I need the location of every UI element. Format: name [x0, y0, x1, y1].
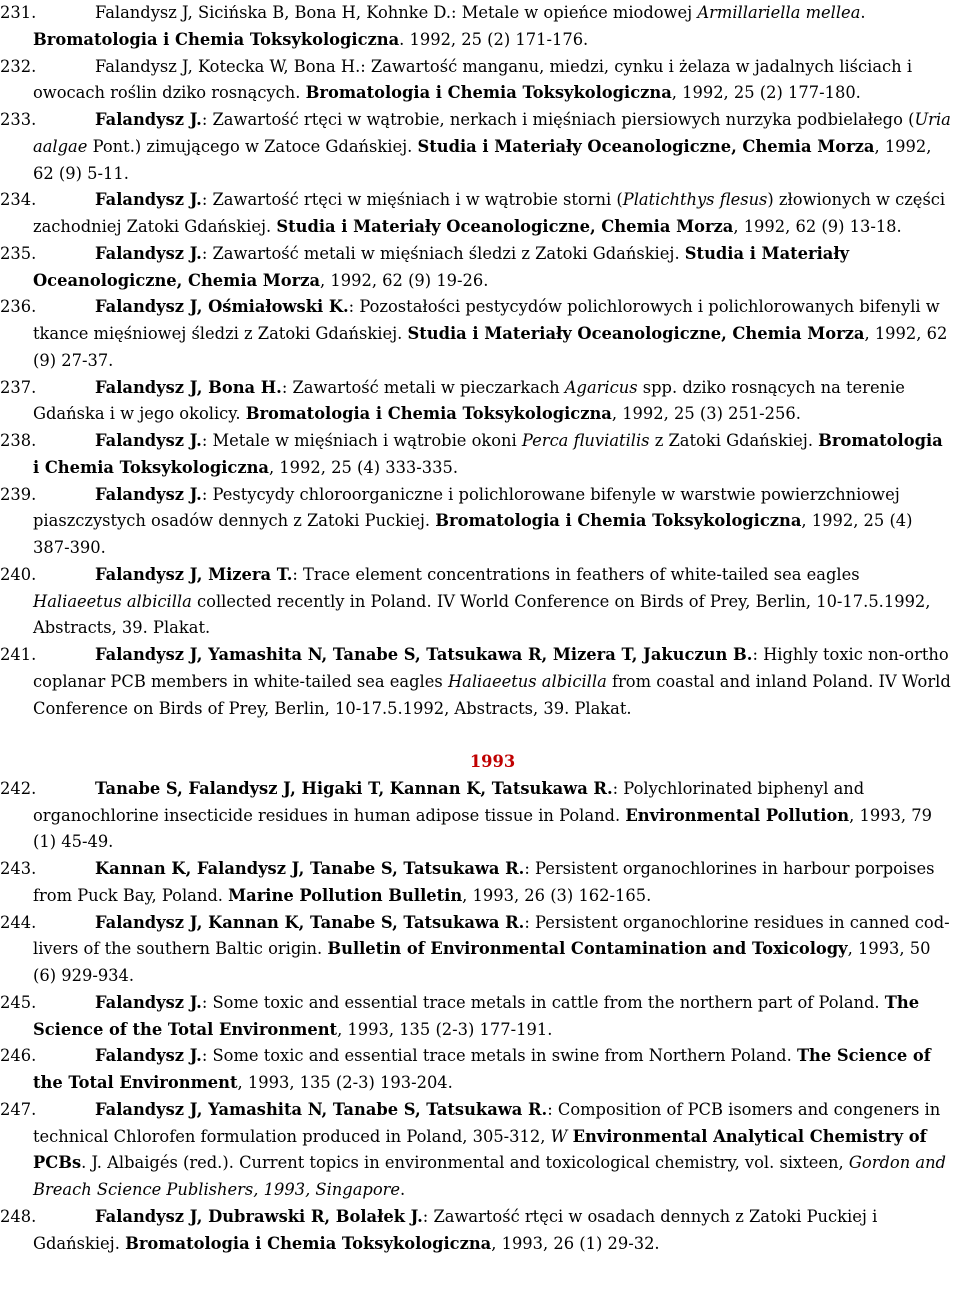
reference-text-segment: Falandysz J, Bona H. [95, 377, 282, 397]
reference-text-segment: Bromatologia i Chemia Toksykologiczna [435, 511, 802, 531]
reference-text-segment: The Science of the Total Environment [33, 992, 920, 1039]
reference-item [0, 1097, 952, 1204]
reference-text-segment: , 1992, 25 (4) 333-335. [268, 457, 459, 477]
reference-text-segment: Kannan K, Falandysz J, Tanabe S, Tatsukawa R. [95, 859, 525, 878]
reference-number: 239. [0, 484, 37, 504]
reference-text-segment: , 1992, 25 (3) 251-256. [611, 404, 801, 424]
reference-text-segment: , 1993, 26 (1) 29-32. [491, 1233, 660, 1253]
reference-item [0, 1043, 952, 1097]
reference-text-segment: Studia i Materiały Oceanologiczne, Chemia Morza [276, 217, 734, 236]
reference-text-segment: : Some toxic and essential trace metals in cattle from the northern part of Poland. [201, 992, 885, 1012]
reference-text-segment: Falandysz J, Yamashita N, Tanabe S, Tatsukawa R, Mizera T, Jakuczun B. [95, 645, 753, 664]
reference-item [0, 294, 952, 374]
reference-text-segment: Falandysz J, Kotecka W, Bona H.: Zawartość manganu, miedzi, cynku i żelaza w jadalnych liściach i owocach roślin dziko rosnących. [33, 56, 913, 103]
reference-text-segment: Falandysz J. [95, 190, 202, 210]
reference-text-segment: z Zatoki Gdańskiej. [649, 431, 819, 450]
reference-text-segment: Environmental Analytical Chemistry of PCBs [33, 1126, 927, 1173]
reference-text-segment: , 1992, 62 (9) 19-26. [320, 270, 489, 290]
reference-text-segment: Falandysz J. [95, 992, 202, 1012]
reference-item [0, 1204, 952, 1258]
reference-text-segment: : Composition of PCB isomers and congeners in technical Chlorofen formulation produced in Poland, 305-312, [33, 1099, 941, 1146]
reference-text-segment: : Some toxic and essential trace metals in swine from Northern Poland. [201, 1046, 797, 1066]
reference-text-segment: Gordon and Breach Science Publishers, 1993, Singapore [33, 1153, 946, 1199]
reference-text-segment: Falandysz J, Kannan K, Tanabe S, Tatsukawa R. [95, 912, 525, 932]
reference-item [0, 562, 952, 642]
reference-item [0, 0, 952, 54]
reference-text-segment: collected recently in Poland. IV World Conference on Birds of Prey, Berlin, 10-17.5.1992, Abstracts, 39. Plakat. [33, 591, 931, 638]
reference-text-segment: : Persistent organochlorine residues in canned cod-livers of the southern Baltic origin. [33, 912, 950, 959]
reference-text-segment: Falandysz J. [95, 431, 202, 450]
reference-number: 237. [0, 377, 37, 397]
reference-text-segment: , 1993, 135 (2-3) 177-191. [337, 1019, 553, 1039]
reference-item [0, 910, 952, 990]
reference-text-segment: : Polychlorinated biphenyl and organochlorine insecticide residues in human adipose tissue in Poland. [33, 778, 865, 825]
reference-item [0, 776, 952, 856]
reference-number: 232. [0, 56, 37, 76]
reference-text-segment: , 1993, 26 (3) 162-165. [462, 885, 652, 905]
reference-text-segment: , 1993, 79 (1) 45-49. [33, 805, 932, 852]
reference-text-segment: : Zawartość rtęci w wątrobie, nerkach i mięśniach piersiowych nurzyka podbielałego ( [201, 110, 915, 129]
reference-list-1993 [0, 776, 952, 1258]
reference-text-segment: Perca fluviatilis [521, 431, 650, 450]
reference-item [0, 107, 952, 187]
reference-number: 234. [0, 190, 37, 210]
reference-text-segment: Bromatologia i Chemia Toksykologiczna [125, 1233, 492, 1253]
reference-text-segment: Falandysz J. [95, 484, 202, 504]
reference-text-segment: : Zawartość rtęci w osadach dennych z Zatoki Puckiej i Gdańskiej. [33, 1206, 878, 1253]
reference-text-segment: . J. Albaigés (red.). Current topics in environmental and toxicological chemistry, vol. sixteen, [81, 1153, 849, 1173]
reference-text-segment: spp. dziko rosnących na terenie Gdańska i w jego okolicy. [33, 377, 905, 424]
reference-number: 247. [0, 1099, 37, 1119]
reference-text-segment: , 1993, 135 (2-3) 193-204. [237, 1073, 453, 1092]
reference-text-segment: Haliaeetus albicilla [33, 591, 192, 611]
reference-item [0, 856, 952, 910]
reference-text-segment: Bromatologia i Chemia Toksykologiczna [305, 83, 672, 103]
reference-text-segment: Agaricus [564, 377, 638, 397]
reference-item [0, 54, 952, 108]
reference-item [0, 642, 952, 722]
reference-text-segment: , 1992, 25 (4) 387-390. [33, 511, 913, 557]
reference-number: 236. [0, 297, 37, 317]
reference-text-segment: Bulletin of Environmental Contamination and Toxicology [327, 939, 848, 959]
reference-number: 238. [0, 431, 37, 450]
reference-number: 246. [0, 1046, 37, 1066]
reference-text-segment: , 1992, 62 (9) 27-37. [33, 324, 948, 370]
reference-text-segment: , 1992, 62 (9) 5-11. [33, 136, 932, 183]
reference-text-segment: . [400, 1180, 406, 1199]
reference-number: 241. [0, 645, 37, 664]
reference-text-segment: : Pestycydy chloroorganiczne i polichlorowane bifenyle w warstwie powierzchniowej piaszczystych osadów dennych z Zatoki Puckiej. [33, 484, 900, 531]
reference-text-segment: Haliaeetus albicilla [447, 671, 607, 691]
reference-number: 244. [0, 912, 37, 932]
reference-number: 231. [0, 3, 37, 22]
reference-text-segment: Studia i Materiały Oceanologiczne, Chemia Morza [33, 243, 850, 290]
reference-text-segment: Falandysz J. [95, 243, 202, 263]
reference-item [0, 375, 952, 429]
reference-text-segment: , 1993, 50 (6) 929-934. [33, 939, 931, 985]
reference-text-segment: Pont.) zimującego w Zatoce Gdańskiej. [87, 136, 418, 156]
reference-text-segment: Bromatologia i Chemia Toksykologiczna [33, 29, 400, 49]
reference-text-segment: Falandysz J. [95, 110, 202, 129]
reference-text-segment: Falandysz J, Mizera T. [95, 564, 293, 584]
reference-text-segment: Armillariella mellea [697, 3, 861, 22]
reference-text-segment: W [550, 1126, 568, 1146]
reference-number: 248. [0, 1206, 37, 1226]
reference-text-segment: Studia i Materiały Oceanologiczne, Chemia Morza [407, 324, 865, 343]
reference-text-segment: Bromatologia i Chemia Toksykologiczna [33, 431, 943, 477]
reference-item [0, 990, 952, 1044]
reference-text-segment: , 1992, 25 (2) 177-180. [671, 83, 861, 103]
reference-text-segment: Studia i Materiały Oceanologiczne, Chemia Morza [417, 136, 875, 156]
reference-text-segment: Tanabe S, Falandysz J, Higaki T, Kannan K, Tatsukawa R. [95, 778, 613, 798]
reference-text-segment: Falandysz J, Yamashita N, Tanabe S, Tatsukawa R. [95, 1099, 548, 1119]
reference-number: 243. [0, 859, 37, 878]
reference-text-segment: : Trace element concentrations in feathers of white-tailed sea eagles [292, 564, 860, 584]
reference-text-segment: : Persistent organochlorines in harbour porpoises from Puck Bay, Poland. [33, 859, 935, 905]
reference-number: 233. [0, 110, 37, 129]
reference-text-segment: Falandysz J, Sicińska B, Bona H, Kohnke D.: Metale w opieńce miodowej [95, 3, 698, 22]
reference-text-segment: from coastal and inland Poland. IV World Conference on Birds of Prey, Berlin, 10-17.5.1992, Abstracts, 39. Plakat. [33, 671, 951, 718]
reference-text-segment: . 1992, 25 (2) 171-176. [399, 29, 589, 49]
reference-text-segment: Falandysz J. [95, 1046, 202, 1066]
reference-text-segment: : Metale w mięśniach i wątrobie okoni [201, 431, 522, 450]
year-heading: 1993 [469, 752, 516, 771]
reference-item [0, 482, 952, 562]
reference-text-segment: : Pozostałości pestycydów polichlorowych i polichlorowanych bifenyli w tkance mięśniowej śledzi z Zatoki Gdańskiej. [33, 297, 940, 343]
reference-text-segment: Environmental Pollution [625, 805, 850, 825]
reference-text-segment: The Science of the Total Environment [33, 1046, 931, 1092]
reference-text-segment: Marine Pollution Bulletin [228, 885, 463, 905]
reference-text-segment: Uria aalgae [33, 110, 951, 156]
reference-text-segment: , 1992, 62 (9) 13-18. [733, 217, 902, 236]
reference-number: 242. [0, 778, 37, 798]
reference-number: 240. [0, 564, 37, 584]
reference-text-segment: ) złowionych w części zachodniej Zatoki Gdańskiej. [33, 190, 946, 236]
reference-text-segment: Bromatologia i Chemia Toksykologiczna [245, 404, 612, 424]
reference-text-segment: . [860, 3, 866, 22]
reference-number: 235. [0, 243, 37, 263]
reference-text-segment: Falandysz J, Ośmiałowski K. [95, 297, 349, 317]
reference-item [0, 187, 952, 241]
reference-item [0, 241, 952, 295]
reference-number: 245. [0, 992, 37, 1012]
reference-text-segment: : Highly toxic non-ortho coplanar PCB members in white-tailed sea eagles [33, 645, 949, 691]
reference-text-segment: : Zawartość metali w mięśniach śledzi z Zatoki Gdańskiej. [201, 243, 685, 263]
reference-text-segment: Falandysz J, Dubrawski R, Bolałek J. [95, 1206, 423, 1226]
reference-item [0, 428, 952, 482]
reference-text-segment: Platichthys flesus [622, 190, 768, 210]
reference-text-segment: : Zawartość rtęci w mięśniach i w wątrobie storni ( [201, 190, 623, 210]
reference-text-segment: : Zawartość metali w pieczarkach [281, 377, 565, 397]
